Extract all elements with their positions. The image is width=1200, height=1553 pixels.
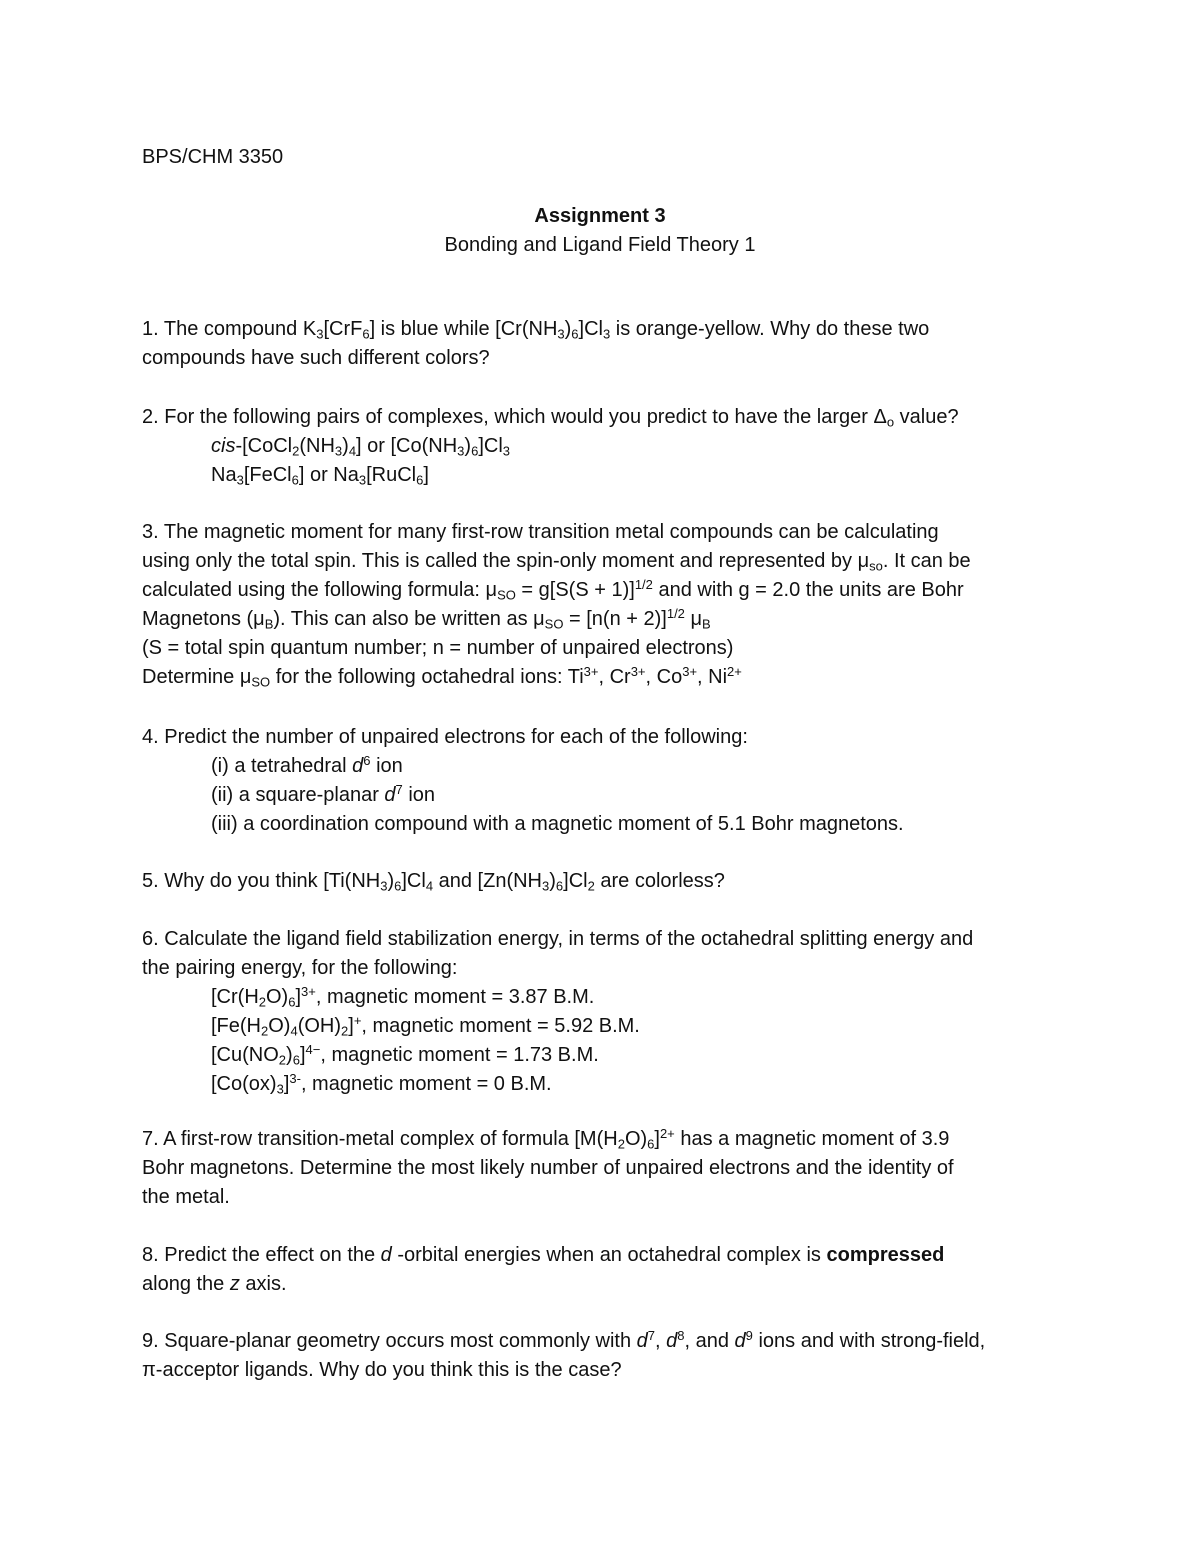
q6-complex-3: $[Cu(NO_2)_6]^{4-}$, magnetic moment = 1.73 B.M. — [211, 1041, 599, 1068]
q3-line3: calculated using the following formula: $\mu_{SO} = g[S(S + 1)]^{1/2}$ and with g = 2.0 the units are Bohr — [142, 576, 964, 603]
q8-line1: 8. Predict the effect on the d -orbital energies when an octahedral complex is compressed — [142, 1244, 945, 1266]
question-9 — [142, 1327, 1072, 1385]
q7-line3: the metal. — [142, 1186, 230, 1208]
q6-complex-2: $[Fe(H_2O)_4(OH)_2]^+$, magnetic moment = 5.92 B.M. — [211, 1012, 640, 1039]
question-3 — [142, 518, 1072, 692]
question-1 — [142, 315, 1072, 373]
q1-line2: compounds have such different colors? — [142, 347, 490, 369]
q6-line1: 6. Calculate the ligand field stabilization energy, in terms of the octahedral splitting energy and — [142, 928, 974, 950]
q1-line1: 1. The compound $K_3[CrF_6]$ is blue while $[Cr(NH_3)_6]Cl_3$ is orange-yellow. Why do these two — [142, 318, 930, 342]
q9-line2: π-acceptor ligands. Why do you think this is the case? — [142, 1359, 622, 1381]
q2-line1: 2. For the following pairs of complexes, which would you predict to have the larger $\Delta_o$ value? — [142, 406, 959, 430]
q3-line5: (S = total spin quantum number; n = number of unpaired electrons) — [142, 637, 734, 659]
q6-complex-4: $[Co(ox)_3]^{3-}$, magnetic moment = 0 B.M. — [211, 1070, 552, 1097]
assignment-title: Assignment 3 — [534, 205, 666, 227]
question-5 — [142, 867, 1072, 896]
course-code: BPS/CHM 3350 — [142, 146, 284, 168]
q2-pair-1: cis-$[CoCl_2(NH_3)_4]$ or $[Co(NH_3)_6]Cl_3$ — [211, 435, 510, 459]
q5-line1: 5. Why do you think $[Ti(NH_3)_6]Cl_4$ and $[Zn(NH_3)_6]Cl_2$ are colorless? — [142, 870, 725, 894]
q2-pair-2: $Na_3[FeCl_6]$ or $Na_3[RuCl_6]$ — [211, 464, 429, 488]
question-8 — [142, 1241, 1072, 1299]
q3-line4: Magnetons $(\mu_B)$. This can also be written as $\mu_{SO} = [n(n + 2)]^{1/2}$ $\mu_B$ — [142, 605, 711, 632]
question-4 — [142, 723, 1072, 839]
q9-line1: 9. Square-planar geometry occurs most commonly with $d^7$, $d^8$, and $d^9$ ions and with strong-field, — [142, 1327, 986, 1352]
question-6 — [142, 925, 1072, 1099]
assignment-subtitle: Bonding and Ligand Field Theory 1 — [444, 234, 756, 256]
q4-item-iii: (iii) a coordination compound with a magnetic moment of 5.1 Bohr magnetons. — [211, 813, 904, 835]
q3-line2: using only the total spin. This is called the spin-only moment and represented by $\mu_{so}$. It can be — [142, 550, 971, 574]
question-7 — [142, 1125, 1072, 1212]
q7-line1: 7. A first-row transition-metal complex of formula $[M(H_2O)_6]^{2+}$ has a magnetic moment of 3.9 — [142, 1125, 950, 1152]
q4-item-i: (i) a tetrahedral $d^6$ ion — [211, 752, 403, 777]
q4-item-ii: (ii) a square-planar $d^7$ ion — [211, 781, 436, 806]
q3-line1: 3. The magnetic moment for many first-row transition metal compounds can be calculating — [142, 521, 939, 543]
q7-line2: Bohr magnetons. Determine the most likely number of unpaired electrons and the identity of — [142, 1157, 954, 1179]
q6-line2: the pairing energy, for the following: — [142, 957, 458, 979]
q6-complex-1: $[Cr(H_2O)_6]^{3+}$, magnetic moment = 3.87 B.M. — [211, 983, 595, 1010]
title-block — [0, 202, 1200, 260]
q8-line2: along the z axis. — [142, 1273, 287, 1295]
q3-line6: Determine $\mu_{SO}$ for the following octahedral ions: $Ti^{3+}$, $Cr^{3+}$, $Co^{3+}$, $Ni^{2+}$ — [142, 663, 742, 690]
question-2 — [142, 403, 1072, 490]
q4-line1: 4. Predict the number of unpaired electrons for each of the following: — [142, 726, 748, 748]
